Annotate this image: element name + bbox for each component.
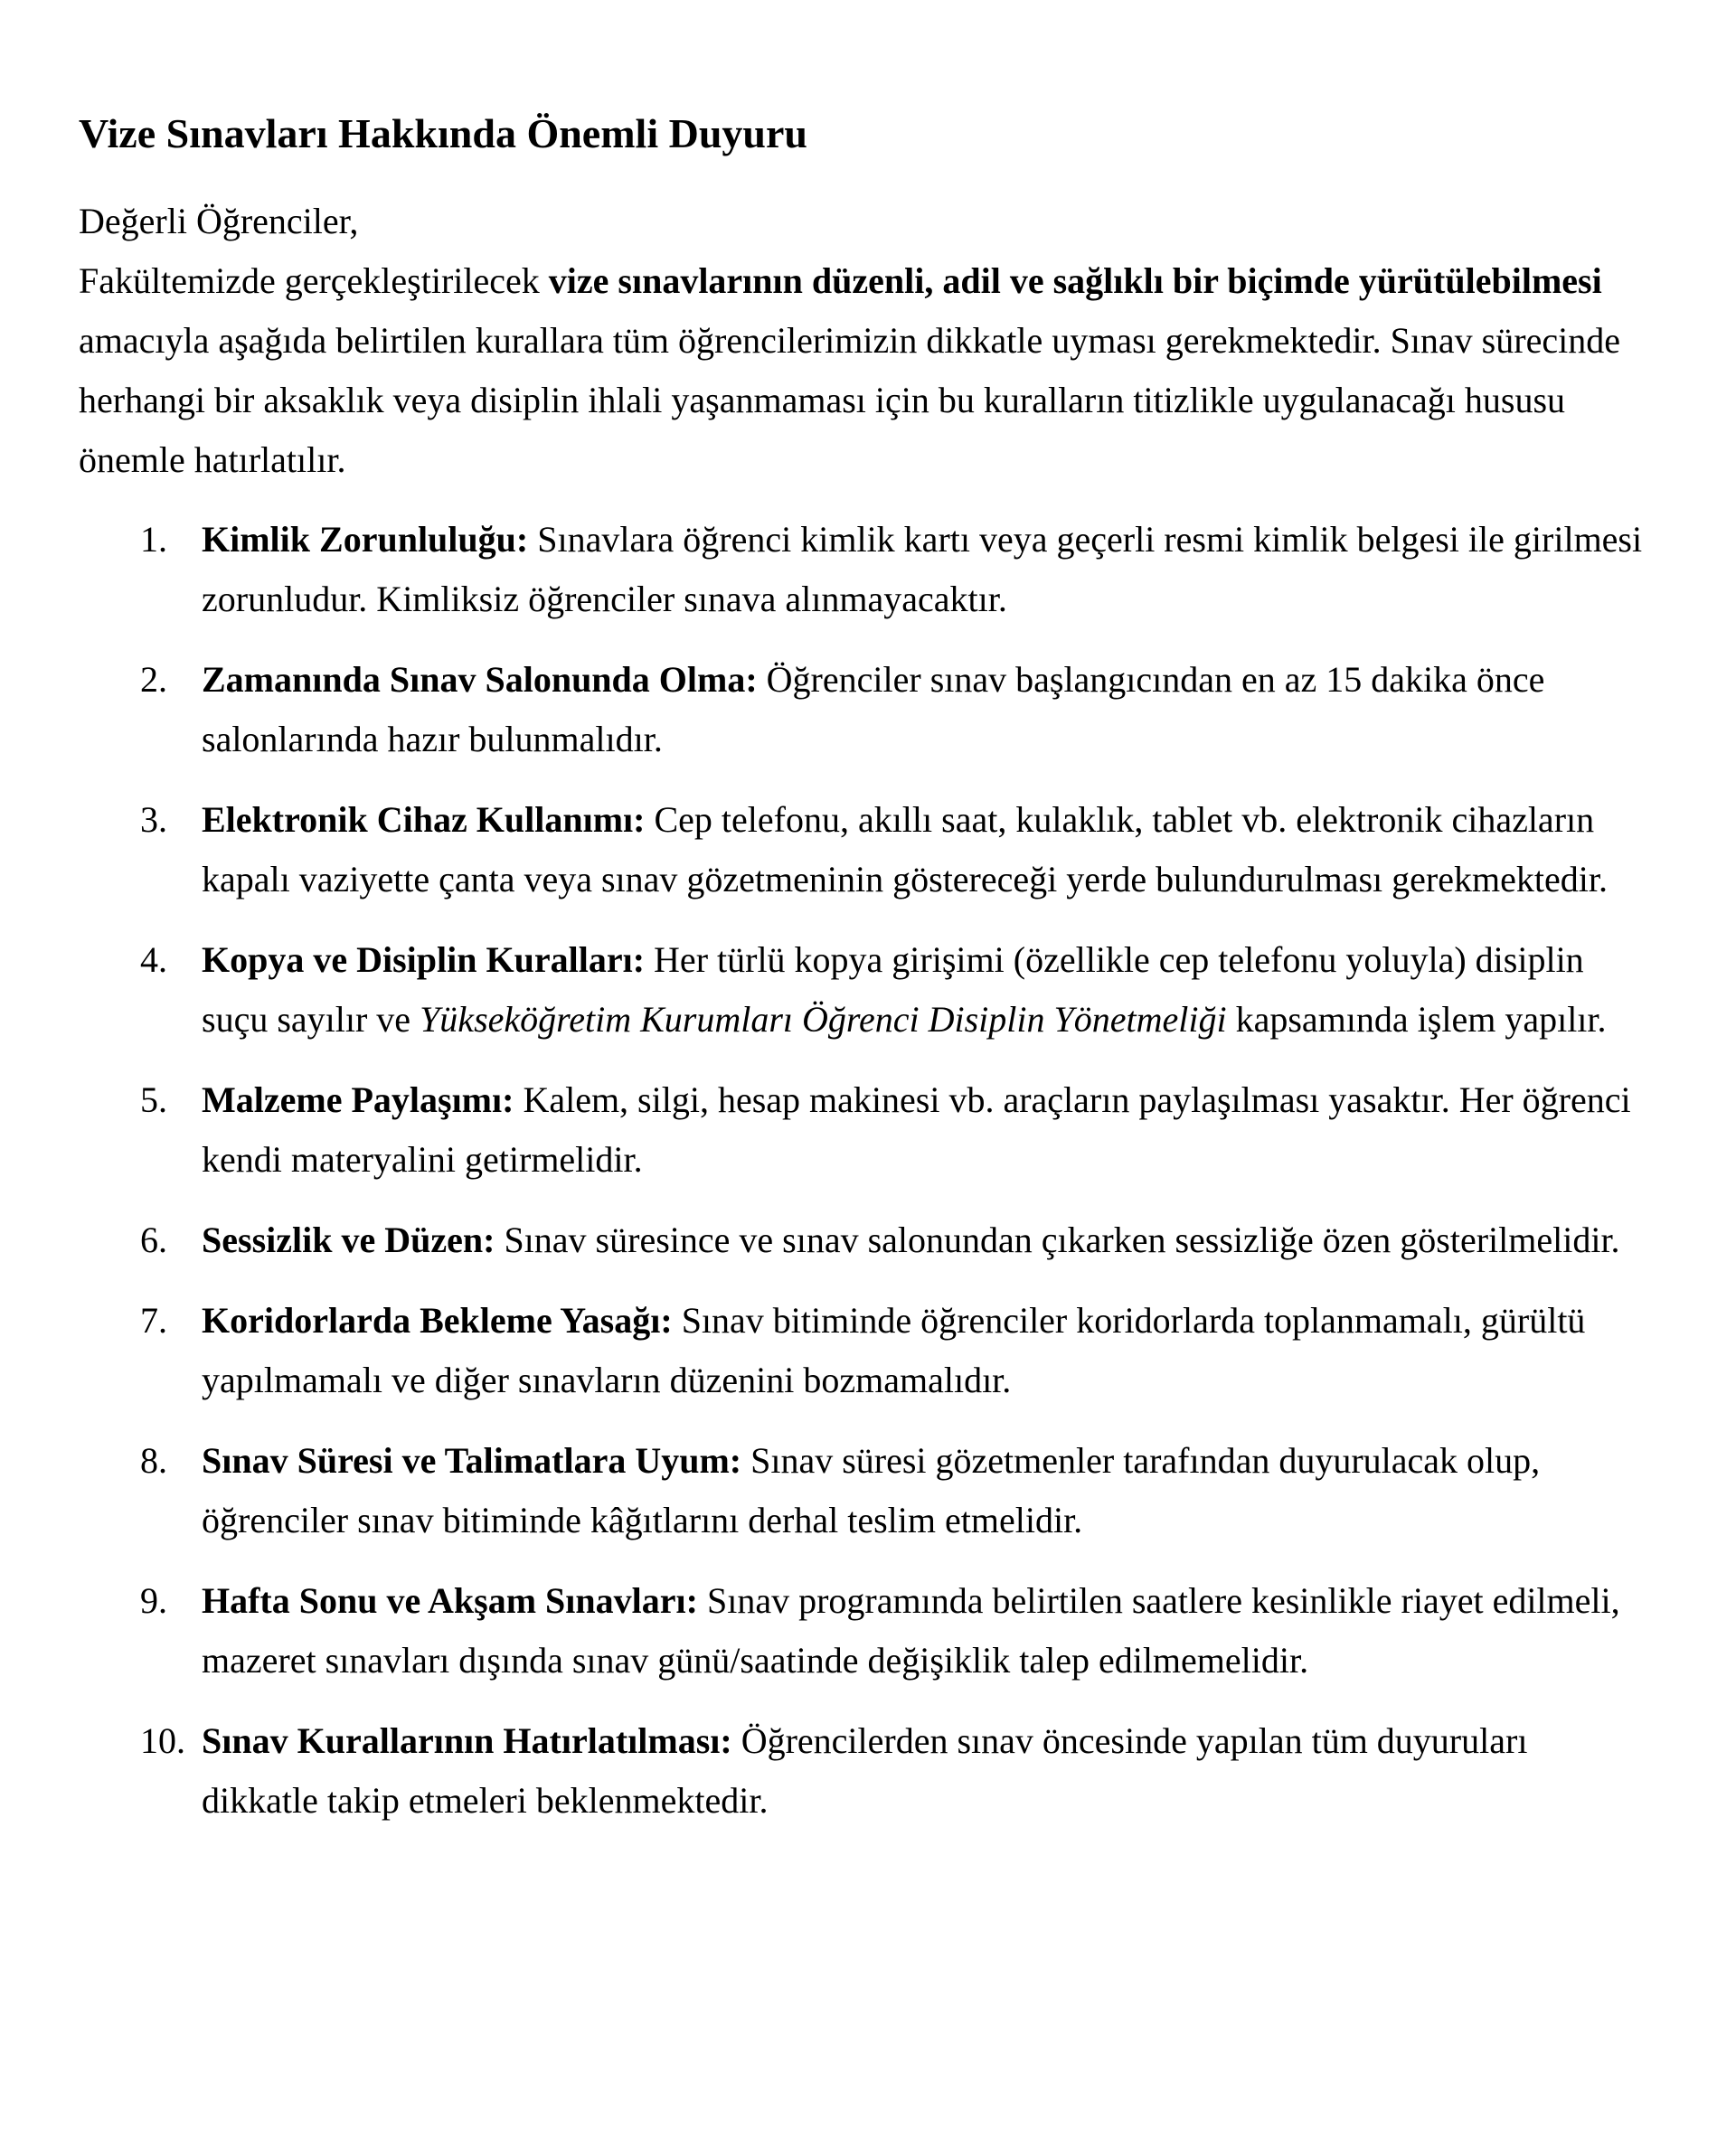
greeting: Değerli Öğrenciler, xyxy=(79,201,359,241)
announcement-document xyxy=(79,108,1652,1851)
rule-text: Cep telefonu, akıllı saat, kulaklık, tablet vb. elektronik cihazların kapalı vaziyette çanta veya sınav gözetmeninin göstereceği yerde bulundurulması gerekmektedir. xyxy=(202,799,1608,899)
rule-text: Sınav süresi gözetmenler tarafından duyurulacak olup, öğrenciler sınav bitiminde kâğıtlarını derhal teslim etmelidir. xyxy=(202,1440,1541,1540)
rule-item xyxy=(79,1070,1652,1190)
rule-title: Zamanında Sınav Salonunda Olma: xyxy=(202,659,758,700)
rule-number: 9. xyxy=(140,1580,167,1621)
intro-emphasis: vize sınavlarının düzenli, adil ve sağlıklı bir biçimde yürütülebilmesi xyxy=(548,260,1602,301)
rule-text: Kalem, silgi, hesap makinesi vb. araçların paylaşılması yasaktır. Her öğrenci kendi materyalini getirmelidir. xyxy=(202,1079,1631,1180)
rule-number: 5. xyxy=(140,1079,167,1120)
rule-number: 7. xyxy=(140,1300,167,1341)
rule-number: 6. xyxy=(140,1220,167,1260)
rule-text: Öğrenciler sınav başlangıcından en az 15 dakika önce salonlarında hazır bulunmalıdır. xyxy=(202,659,1545,759)
rule-item xyxy=(79,1431,1652,1550)
rule-title: Sınav Kurallarının Hatırlatılması: xyxy=(202,1720,732,1761)
document-title: Vize Sınavları Hakkında Önemli Duyuru xyxy=(79,110,807,156)
rule-item xyxy=(79,790,1652,909)
rule-title: Kopya ve Disiplin Kuralları: xyxy=(202,939,646,980)
rule-item xyxy=(79,930,1652,1050)
rule-item xyxy=(79,650,1652,769)
intro-text-end: amacıyla aşağıda belirtilen kurallara tüm öğrencilerimizin dikkatle uyması gerekmektedir. Sınav sürecinde herhangi bir aksaklık veya disiplin ihlali yaşanmaması için bu kuralların titizlikle uygulanacağı hususu önemle hatırlatılır. xyxy=(79,320,1620,480)
intro-text-start: Fakültemizde gerçekleştirilecek xyxy=(79,260,549,301)
rule-number: 8. xyxy=(140,1440,167,1481)
rule-number: 4. xyxy=(140,939,167,980)
rule-text: Sınav bitiminde öğrenciler koridorlarda toplanmamalı, gürültü yapılmamalı ve diğer sınavların düzenini bozmamalıdır. xyxy=(202,1300,1586,1400)
rule-title: Kimlik Zorunluluğu: xyxy=(202,519,529,560)
rule-number: 2. xyxy=(140,659,167,700)
rule-text: Her türlü kopya girişimi (özellikle cep telefonu yoluyla) disiplin suçu sayılır ve xyxy=(202,939,1584,1040)
rule-number: 3. xyxy=(140,799,167,840)
rule-item xyxy=(79,1210,1652,1270)
rule-item xyxy=(79,1291,1652,1410)
rule-item xyxy=(79,1571,1652,1691)
intro-paragraph xyxy=(79,251,1652,490)
rule-item xyxy=(79,510,1652,629)
rule-title: Elektronik Cihaz Kullanımı: xyxy=(202,799,646,840)
rule-title: Koridorlarda Bekleme Yasağı: xyxy=(202,1300,673,1341)
rule-text: Öğrencilerden sınav öncesinde yapılan tüm duyuruları dikkatle takip etmeleri beklenmektedir. xyxy=(202,1720,1528,1821)
rule-title: Hafta Sonu ve Akşam Sınavları: xyxy=(202,1580,698,1621)
rule-text: Sınav programında belirtilen saatlere kesinlikle riayet edilmeli, mazeret sınavları dışında sınav günü/saatinde değişiklik talep edilmemelidir. xyxy=(202,1580,1620,1681)
rule-text: Sınav süresince ve sınav salonundan çıkarken sessizliğe özen gösterilmelidir. xyxy=(495,1220,1620,1260)
rule-number: 10. xyxy=(140,1720,185,1761)
rule-title: Sınav Süresi ve Talimatlara Uyum: xyxy=(202,1440,742,1481)
rule-item xyxy=(79,1711,1652,1831)
regulation-name: Yükseköğretim Kurumları Öğrenci Disiplin Yönetmeliği xyxy=(420,999,1227,1040)
rule-title: Sessizlik ve Düzen: xyxy=(202,1220,495,1260)
rule-text: Sınavlara öğrenci kimlik kartı veya geçerli resmi kimlik belgesi ile girilmesi zorunludur. Kimliksiz öğrenciler sınava alınmayacaktır. xyxy=(202,519,1643,619)
rule-text-after: kapsamında işlem yapılır. xyxy=(1226,999,1607,1040)
rules-list xyxy=(79,510,1652,1831)
rule-number: 1. xyxy=(140,519,167,560)
rule-title: Malzeme Paylaşımı: xyxy=(202,1079,514,1120)
